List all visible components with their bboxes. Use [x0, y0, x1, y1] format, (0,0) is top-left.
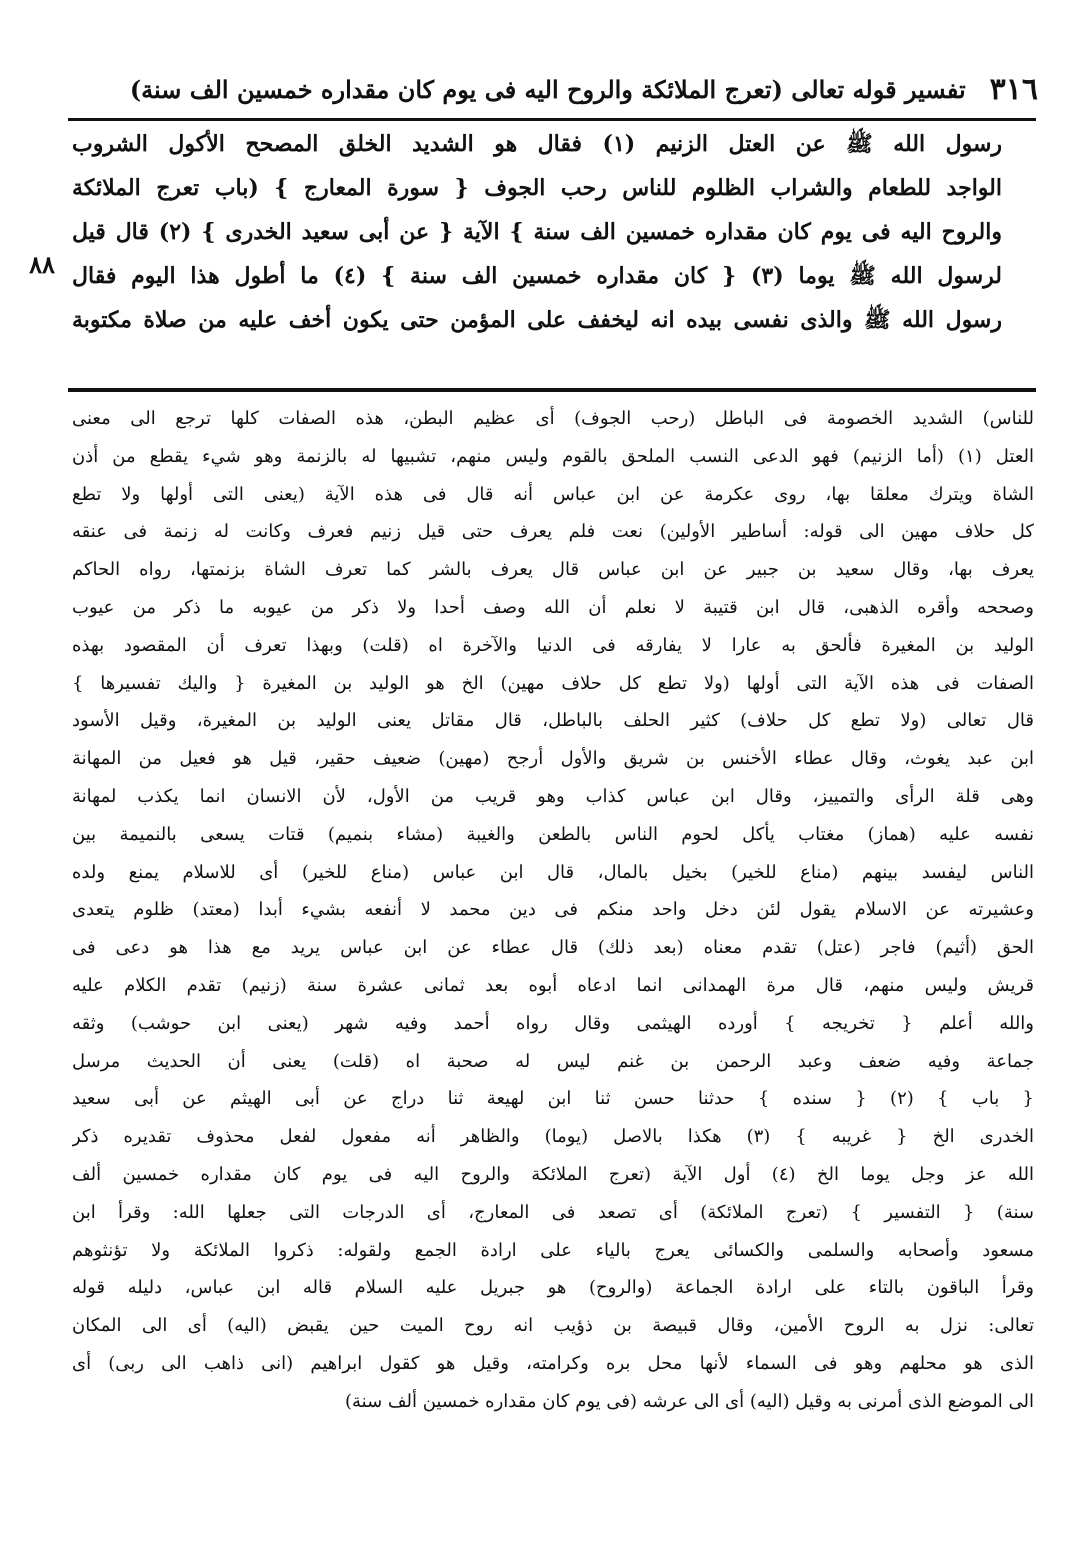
header-rule — [68, 118, 1036, 121]
hadith-line: رسول الله ﷺ عن العتل الزنيم (١) فقال هو الشديد الخلق المصحح الأكول الشروب — [72, 131, 1002, 157]
commentary-line: الى الموضع الذى أمرنى به وقيل (اليه) أى الى عرشه (فى يوم كان مقداره خمسين ألف سنة) — [344, 1390, 1034, 1412]
commentary-line: الحق (أثيم) فاجر (عتل) تقدم معناه (بعد ذلك) قال عطاء عن ابن عباس يريد مع هذا هو دعى فى — [72, 937, 1034, 959]
hadith-line: والروح اليه فى يوم كان مقداره خمسين الف سنة } الآية { عن أبى سعيد الخدرى } (٢) قال قيل — [72, 219, 1002, 245]
commentary-line: سنة) { التفسير } (تعرج الملائكة) أى تصعد فى المعارج، أى الدرجات التى جعلها الله: وقرأ ابن — [72, 1201, 1034, 1223]
commentary-line: الشاة ويترك معلقا بها، روى عكرمة عن ابن عباس أنه قال فى هذه الآية (يعنى التى أولها ولا تطع — [72, 483, 1034, 505]
commentary-line: تعالى: نزل به الروح الأمين، وقال قبيصة بن ذؤيب انه روح الميت حين يقبض (اليه) أى الى المكان — [72, 1315, 1034, 1337]
commentary-line: يعرف بها، وقال سعيد بن جبير عن ابن عباس قال يعرف بالشر كما تعرف الشاة بزنمتها، رواه الحاكم — [72, 559, 1034, 581]
commentary-line: مسعود وأصحابه والسلمى والكسائى يعرج بالياء على ارادة الجمع ولقوله: ذكروا الملائكة ولا تؤنثوهم — [72, 1239, 1034, 1261]
commentary-line: وعشيرته عن الاسلام يقول لئن دخل واحد منكم فى دين محمد لا أنفعه بشيء أبدا (معتد) ظلوم يتعدى — [72, 899, 1034, 921]
hadith-line: لرسول الله ﷺ يوما (٣) { كان مقداره خمسين الف سنة } (٤) ما أطول هذا اليوم فقال — [72, 263, 1002, 289]
hadith-line: رسول الله ﷺ والذى نفسى بيده انه ليخفف على المؤمن حتى يكون أخف عليه من صلاة مكتوبة — [72, 307, 1002, 333]
commentary-line: الذى هو محلهم وهو فى السماء لأنها محل بره وكرامته، وقيل هو كقول ابراهيم (انى ذاهب الى ربى) أى — [72, 1352, 1034, 1374]
commentary-line: العتل (١) (أما الزنيم) فهو الدعى النسب الملحق بالقوم وليس منهم، تشبيها له بالزنمة وهو شيء يقطع من أذن — [72, 445, 1034, 467]
page-number: ٣١٦ — [989, 71, 1038, 107]
running-title: تفسير قوله تعالى (تعرج الملائكة والروح اليه فى يوم كان مقداره خمسين الف سنة) — [129, 74, 966, 104]
commentary-line: نفسه عليه (هماز) مغتاب يأكل لحوم الناس بالطعن والغيبة (مشاء بنميم) قتات يسعى بالنميمة بين — [72, 823, 1034, 845]
hadith-line: الواجد للطعام والشراب الظلوم للناس رحب الجوف { سورة المعارج } (باب تعرج الملائكة — [72, 175, 1002, 201]
hadith-number: ٨٨ — [29, 250, 55, 279]
commentary-line: ابن عبد يغوث، وقال عطاء الأخنس بن شريق والأول أرجح (مهين) ضعيف حقير، قيل هو فعيل من المهانة — [72, 748, 1034, 770]
commentary-line: قريش وليس منهم، قال مرة الهمدانى انما ادعاه أبوه بعد ثمانى عشرة سنة (زنيم) تقدم الكلام عليه — [72, 974, 1034, 996]
commentary-text — [72, 400, 1034, 1421]
commentary-line: قال تعالى (ولا تطع كل حلاف) كثير الحلف بالباطل، قال مقاتل يعنى الوليد بن المغيرة، وقيل الأسود — [72, 710, 1034, 732]
page-header — [60, 66, 1038, 112]
commentary-line: كل حلاف مهين الى قوله: أساطير الأولين) نعت فلم يعرف حتى قيل زنيم فعرف وكانت له زنمة فى عنقه — [72, 521, 1034, 543]
commentary-line: وقرأ الباقون بالتاء على ارادة الجماعة (والروح) هو جبريل عليه السلام قاله ابن عباس، دليله قوله — [72, 1277, 1034, 1299]
commentary-line: الخدرى الخ { غريبه } (٣) هكذا بالاصل (يوما) والظاهر أنه مفعول لفعل محذوف تقديره ذكر — [72, 1126, 1034, 1148]
commentary-line: جماعة وفيه ضعف وعبد الرحمن بن غنم ليس له صحبة اه (قلت) يعنى أن الحديث مرسل — [72, 1050, 1034, 1072]
commentary-line: الناس ليفسد بينهم (مناع للخير) بخيل بالمال، قال ابن عباس (مناع للخير) أى للاسلام يمنع ولده — [72, 861, 1034, 883]
commentary-line: الوليد بن المغيرة فألحق به عارا لا يفارقه فى الدنيا والآخرة اه (قلت) وبهذا تعرف أن المقصود بهذه — [72, 634, 1034, 656]
commentary-line: للناس) الشديد الخصومة فى الباطل (رحب الجوف) أى عظيم البطن، هذه الصفات كلها ترجع الى معنى — [72, 408, 1034, 429]
commentary-line: الصفات فى هذه الآية التى أولها (ولا تطع كل حلاف مهين) الخ هو الوليد بن المغيرة { واليك تفسيرها } — [72, 672, 1034, 694]
commentary-line: وصححه وأقره الذهبى، قال ابن قتيبة لا نعلم أن الله وصف أحدا ولا ذكر من عيوبه ما ذكر من عيوب — [72, 596, 1034, 618]
hadith-text — [72, 122, 1002, 342]
commentary-line: الله عز وجل يوما الخ (٤) أول الآية (تعرج الملائكة والروح اليه فى يوم كان مقداره خمسين ألف — [72, 1163, 1034, 1185]
commentary-line: { باب } (٢) { سنده } حدثنا حسن ثنا ابن لهيعة ثنا دراج عن أبى الهيثم عن أبى سعيد — [72, 1088, 1034, 1110]
section-divider — [68, 388, 1036, 392]
commentary-line: وهى قلة الرأى والتمييز، وقال ابن عباس كذاب وهو قريب من الأول، لأن الانسان انما يكذب لمهانة — [72, 785, 1034, 807]
commentary-line: والله أعلم { تخريجه } أورده الهيثمى وقال رواه أحمد وفيه شهر (يعنى ابن حوشب) وثقه — [72, 1012, 1034, 1034]
